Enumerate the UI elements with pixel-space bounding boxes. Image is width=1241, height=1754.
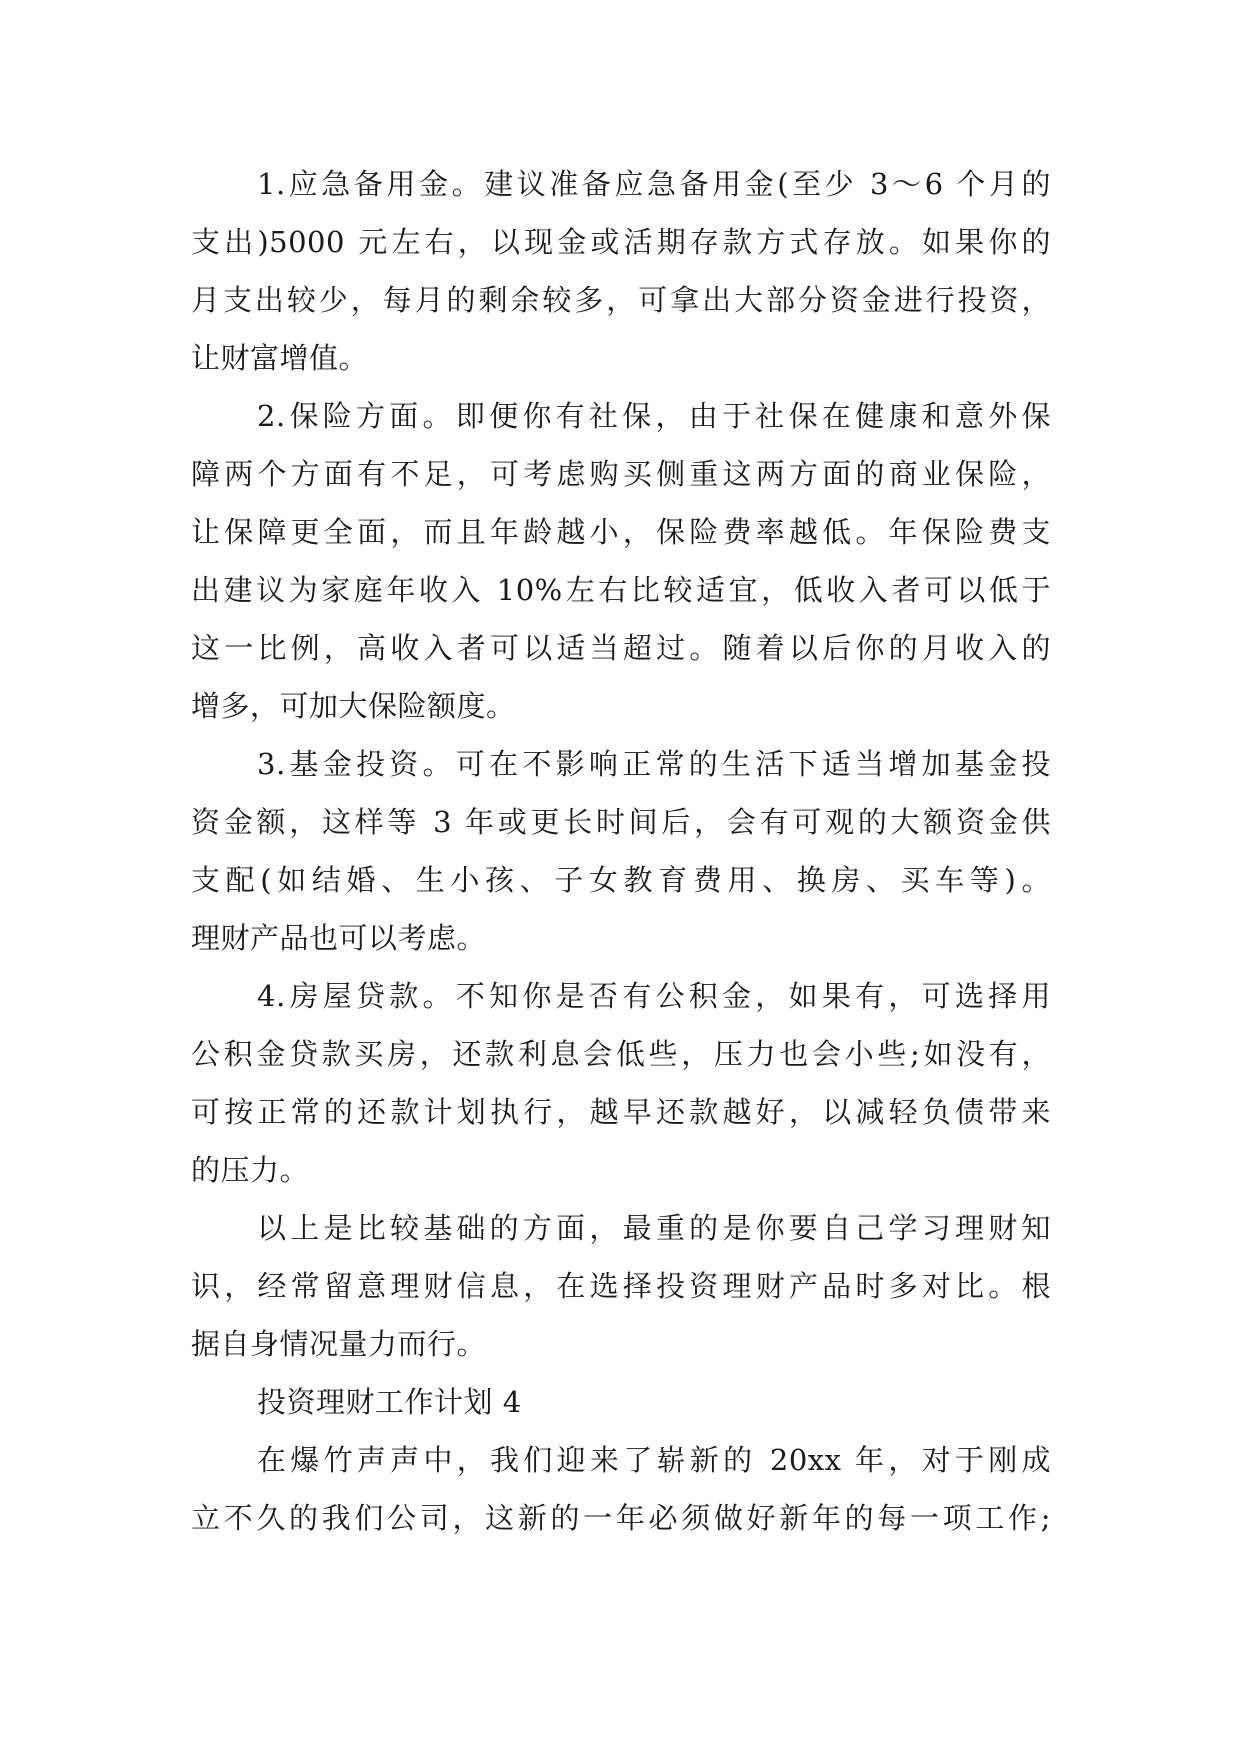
- text-line: 障两个方面有不足，可考虑购买侧重这两方面的商业保险，: [191, 457, 1051, 491]
- text-line: 3.基金投资。可在不影响正常的生活下适当增加基金投: [257, 747, 1051, 781]
- document-body: [191, 155, 1051, 1547]
- text-line: 这一比例，高收入者可以适当超过。随着以后你的月收入的: [191, 631, 1051, 665]
- text-line: 在爆竹声声中，我们迎来了崭新的 20xx 年，对于刚成: [257, 1443, 1051, 1477]
- text-line: 投资理财工作计划 4: [257, 1385, 522, 1419]
- text-line: 公积金贷款买房，还款利息会低些，压力也会小些;如没有，: [191, 1037, 1051, 1071]
- text-line: 让财富增值。: [191, 341, 369, 375]
- text-line: 据自身情况量力而行。: [191, 1327, 487, 1361]
- text-line: 2.保险方面。即便你有社保，由于社保在健康和意外保: [257, 399, 1051, 433]
- text-line: 出建议为家庭年收入 10%左右比较适宜，低收入者可以低于: [191, 573, 1051, 607]
- text-line: 增多，可加大保险额度。: [191, 689, 516, 723]
- text-line: 立不久的我们公司，这新的一年必须做好新年的每一项工作;: [191, 1501, 1051, 1535]
- text-line: 资金额，这样等 3 年或更长时间后，会有可观的大额资金供: [191, 805, 1051, 839]
- text-line: 支出)5000 元左右，以现金或活期存款方式存放。如果你的: [191, 225, 1051, 259]
- text-line: 以上是比较基础的方面，最重的是你要自己学习理财知: [257, 1211, 1051, 1245]
- text-line: 让保障更全面，而且年龄越小，保险费率越低。年保险费支: [191, 515, 1051, 549]
- text-line: 支配(如结婚、生小孩、子女教育费用、换房、买车等)。: [191, 863, 1051, 897]
- text-line: 理财产品也可以考虑。: [191, 921, 487, 955]
- text-line: 可按正常的还款计划执行，越早还款越好，以减轻负债带来: [191, 1095, 1051, 1129]
- text-line: 的压力。: [191, 1153, 310, 1187]
- text-line: 识，经常留意理财信息，在选择投资理财产品时多对比。根: [191, 1269, 1051, 1303]
- text-line: 1.应急备用金。建议准备应急备用金(至少 3～6 个月的: [257, 167, 1051, 201]
- text-line: 4.房屋贷款。不知你是否有公积金，如果有，可选择用: [257, 979, 1051, 1013]
- text-line: 月支出较少，每月的剩余较多，可拿出大部分资金进行投资，: [191, 283, 1051, 317]
